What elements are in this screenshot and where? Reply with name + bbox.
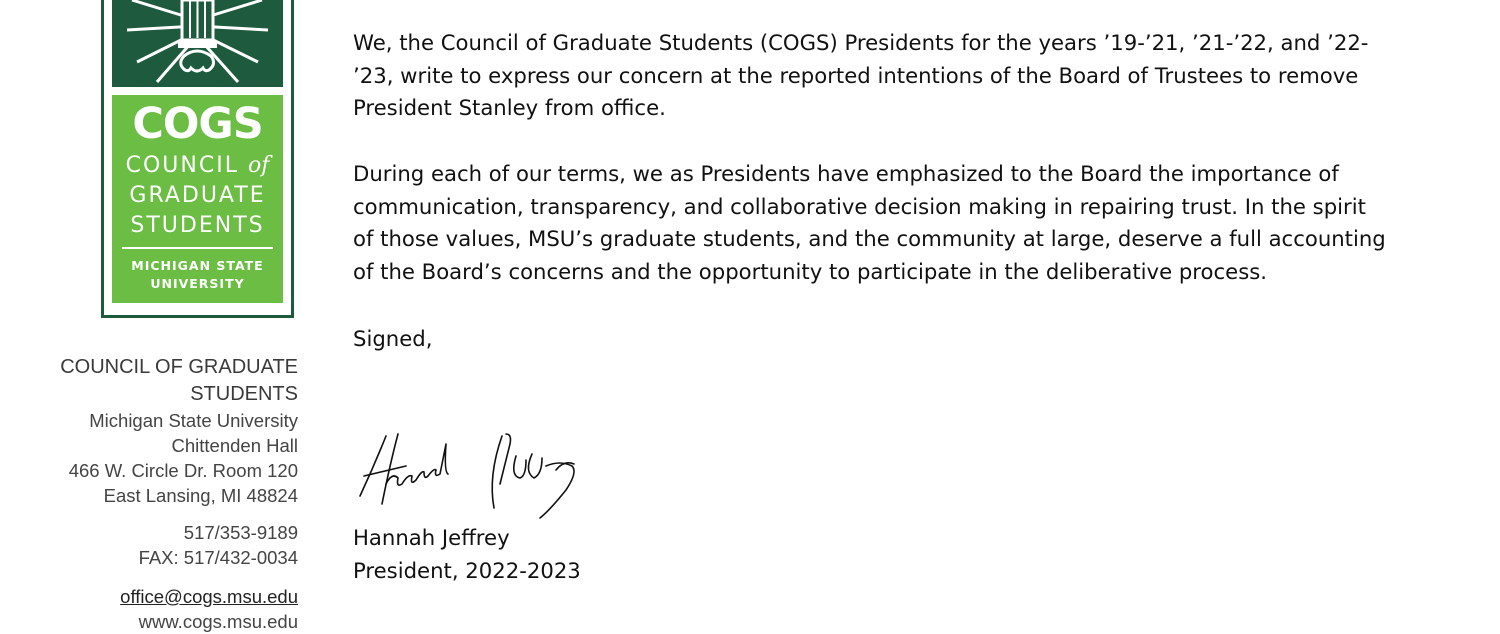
logo-emblem — [112, 0, 283, 87]
fax-number: FAX: 517/432-0034 — [138, 547, 298, 568]
paragraph-2: During each of our terms, we as Presidents have emphasized to the Board the importance of communication, transparency, and collaborative decision making in repairing trust. In the spirit of those values, MSU’s graduate students, and the community at large, deserve a full accounting of the Board’s concerns and the opportunity to participate in the deliberative process. — [353, 161, 1386, 284]
logo-line-graduate: GRADUATE — [129, 183, 266, 208]
address-line: Michigan State University — [89, 410, 298, 431]
address-line: Chittenden Hall — [171, 435, 298, 456]
phone-number: 517/353-9189 — [183, 522, 298, 543]
address-line: East Lansing, MI 48824 — [103, 485, 298, 506]
sidebar-contact — [120, 584, 298, 634]
closing-text: Signed, — [353, 326, 433, 351]
sidebar-org-name: COUNCIL OF GRADUATE STUDENTS — [60, 356, 298, 405]
logo-line-students: STUDENTS — [130, 213, 265, 238]
paragraph-1: We, the Council of Graduate Students (COGS) Presidents for the years ’19-’21, ’21-’22, and ’22- ’23, write to express our concern at the reported intentions of the Board of Trustees to remove President Stanley from office. — [353, 30, 1369, 120]
address-line: 466 W. Circle Dr. Room 120 — [68, 460, 298, 481]
sidebar-address — [69, 408, 298, 508]
sparty-emblem-icon — [112, 0, 283, 87]
logo-acronym: COGS — [132, 99, 263, 149]
logo-line-michigan-state: MICHIGAN STATE — [131, 258, 264, 273]
logo-line-council: COUNCIL of — [125, 153, 270, 178]
sidebar-phone — [139, 520, 298, 570]
handwritten-signature — [356, 426, 611, 526]
logo-line-university: UNIVERSITY — [150, 276, 245, 291]
email-link[interactable]: office@cogs.msu.edu — [120, 586, 298, 607]
website-text: www.cogs.msu.edu — [138, 611, 298, 632]
logo-panel — [112, 95, 283, 303]
logo-divider — [122, 247, 273, 249]
cogs-logo — [101, 0, 294, 318]
signer-name: Hannah Jeffrey — [353, 525, 510, 550]
signature-block — [353, 522, 581, 587]
signer-title: President, 2022-2023 — [353, 557, 581, 583]
